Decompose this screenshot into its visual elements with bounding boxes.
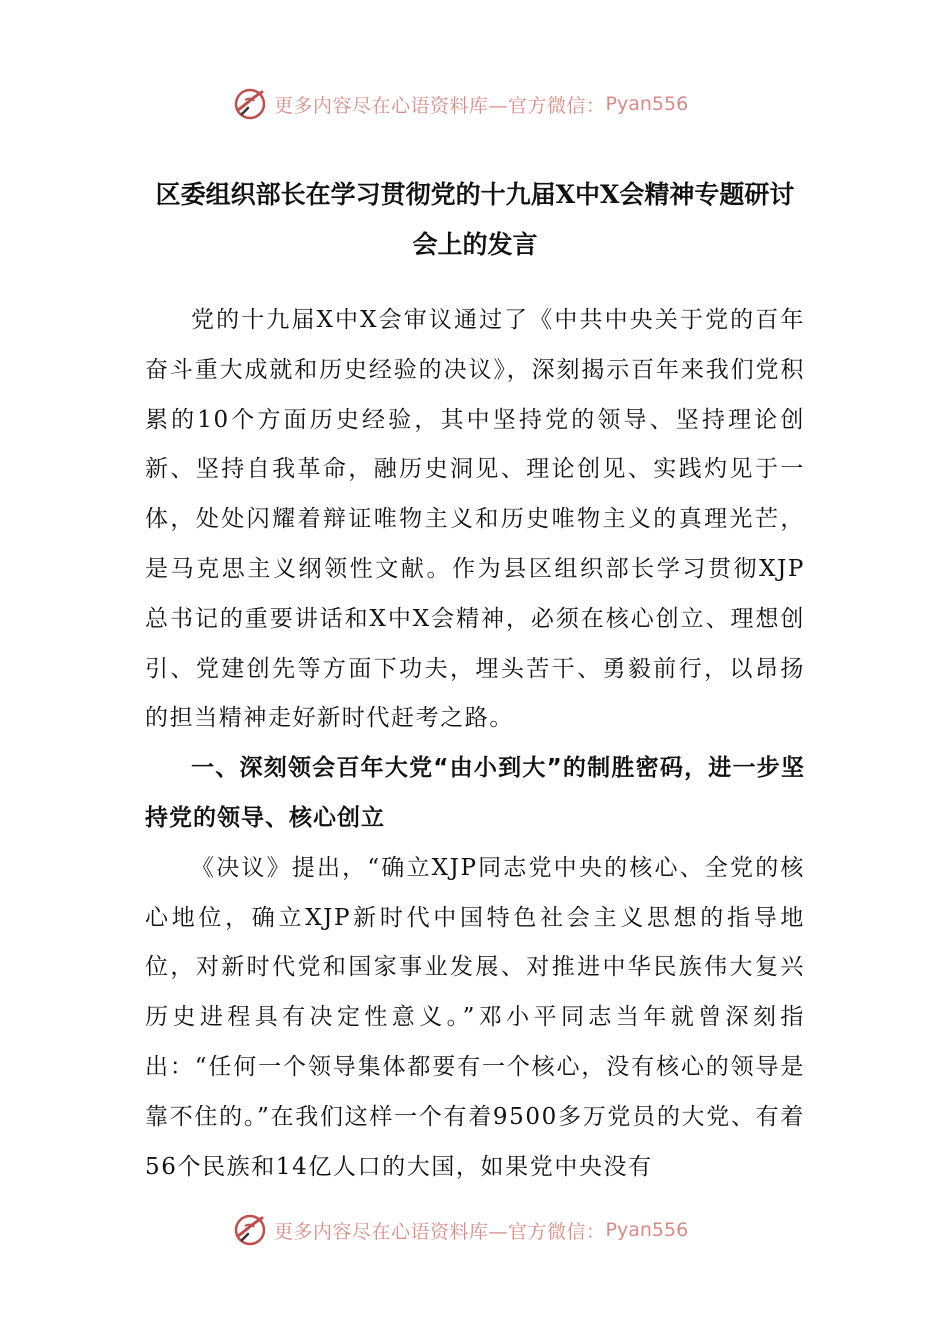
document-body [145,296,805,1192]
watermark-banner-top [232,84,752,124]
pen-logo-icon [232,1212,268,1248]
watermark-text: 更多内容尽在心语资料库—官方微信： [274,1220,606,1243]
watermark-text: 更多内容尽在心语资料库—官方微信： [274,94,606,117]
paragraph-intro: 党的十九届X中X会审议通过了《中共中央关于党的百年奋斗重大成就和历史经验的决议》，深刻揭示百年来我们党积累的10个方面历史经验，其中坚持党的领导、坚持理论创新、坚持自我革命，融历史洞见、理论创见、实践灼见于一体，处处闪耀着辩证唯物主义和历史唯物主义的真理光芒，是马克思主义纲领性文献。作为县区组织部长学习贯彻XJP总书记的重要讲话和X中X会精神，必须在核心创立、理想创引、党建创先等方面下功夫，埋头苦干、勇毅前行，以昂扬的担当精神走好新时代赶考之路。 [145,307,805,732]
paragraph-section-1: 《决议》提出，“确立XJP同志党中央的核心、全党的核心地位，确立XJP新时代中国特色社会主义思想的指导地位，对新时代党和国家事业发展、对推进中华民族伟大复兴历史进程具有决定性意义。”邓小平同志当年就曾深刻指出：“任何一个领导集体都要有一个核心，没有核心的领导是靠不住的。”在我们这样一个有着9500多万党员的大党、有着56个民族和14亿人口的大国，如果党中央没有 [145,854,805,1180]
watermark-wechat-id: Pyan556 [605,1219,689,1241]
watermark-banner-bottom [232,1210,752,1250]
document-title: 区委组织部长在学习贯彻党的十九届X中X会精神专题研讨会上的发言 [155,180,795,259]
watermark-wechat-id: Pyan556 [605,93,689,115]
section-heading-1: 一、深刻领会百年大党“由小到大”的制胜密码，进一步坚持党的领导、核心创立 [145,755,805,831]
pen-logo-icon [232,86,268,122]
